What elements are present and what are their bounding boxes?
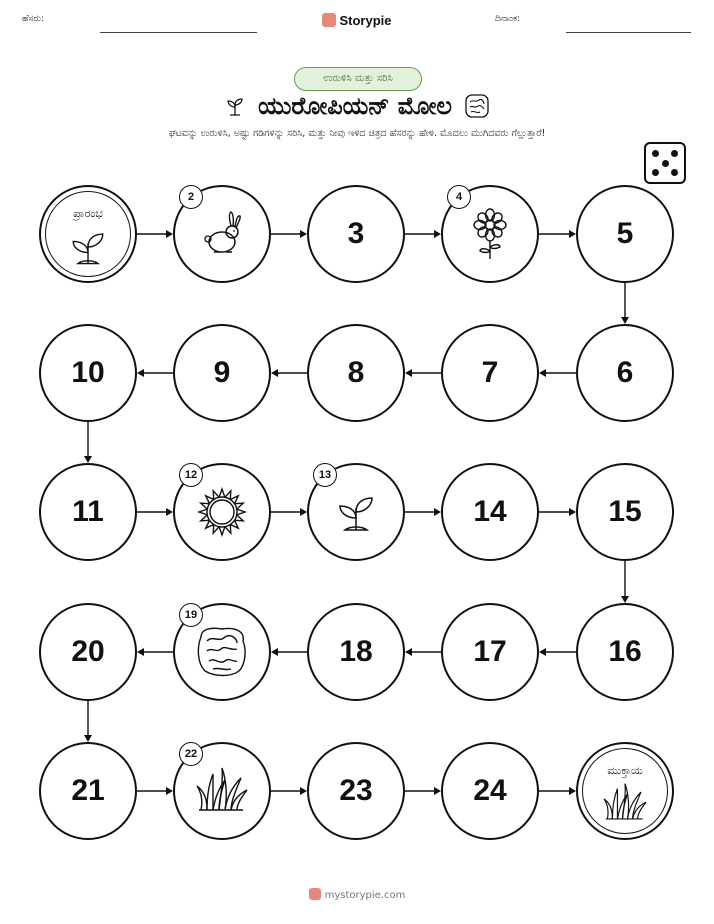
path-arrow [137, 230, 173, 238]
cell-number: 7 [481, 356, 499, 389]
grass-icon [602, 782, 648, 824]
path-arrow [271, 648, 307, 656]
board-cell-9 [173, 324, 271, 422]
path-arrow [137, 787, 173, 795]
cell-number: 9 [213, 356, 231, 389]
board-cell-6 [576, 324, 674, 422]
start-cell [39, 185, 137, 283]
board-cell-15 [576, 463, 674, 561]
instructions: ಘಟವನ್ನು ಉರುಳಿಸಿ, ಅಷ್ಟು ಗಡಿಗಳನ್ನು ಸರಿಸಿ, ಮತ್ತು ನೀವು ಇಳಿದ ಚಿತ್ರದ ಹೆಸರನ್ನು ಹೇಳಿ. ಮೊದಲು ಮುಗಿದವರು ಗೆಲ್ಲುತ್ತಾರೆ! [168, 128, 546, 139]
board-cell-11 [39, 463, 137, 561]
start-label: ಪ್ರಾರಂಭ [73, 207, 103, 220]
board-cell-23 [307, 742, 405, 840]
path-arrow [539, 508, 576, 516]
board-cell-7 [441, 324, 539, 422]
cell-number: 24 [473, 774, 507, 807]
board-cell-8 [307, 324, 405, 422]
cell-number: 16 [608, 635, 642, 668]
sprout-icon [64, 223, 112, 271]
cell-number: 5 [616, 217, 634, 250]
board-cell-10 [39, 324, 137, 422]
cell-number-badge: 13 [313, 463, 337, 487]
board-cell-20 [39, 603, 137, 701]
footer: mystorypie.com [0, 888, 714, 901]
path-arrow [405, 787, 441, 795]
path-arrow [137, 648, 173, 656]
cell-number: 3 [347, 217, 365, 250]
path-arrow [621, 283, 629, 324]
sprout-icon [330, 486, 382, 538]
path-arrow [271, 230, 307, 238]
cell-number: 17 [473, 635, 507, 668]
rabbit-icon [196, 208, 248, 260]
board-cell-12 [173, 463, 271, 561]
board-cell-13 [307, 463, 405, 561]
cell-number: 15 [608, 495, 642, 528]
cell-number: 18 [339, 635, 373, 668]
grass-icon [195, 766, 249, 816]
cell-number: 21 [71, 774, 105, 807]
path-arrow [405, 648, 441, 656]
finish-cell [576, 742, 674, 840]
activity-badge: ಉರುಳಿಸಿ ಮತ್ತು ಸರಿಸಿ [294, 67, 422, 91]
finish-label: ಮುಕ್ತಾಯ [607, 764, 643, 777]
soil-icon [193, 623, 251, 681]
board-cell-22 [173, 742, 271, 840]
board-cell-17 [441, 603, 539, 701]
board-cell-24 [441, 742, 539, 840]
path-arrow [539, 787, 576, 795]
page-title: ಯುರೋಪಿಯನ್ ಮೋಲ [0, 92, 714, 120]
board-cell-14 [441, 463, 539, 561]
path-arrow [621, 561, 629, 603]
path-arrow [539, 369, 576, 377]
cell-number: 6 [616, 356, 634, 389]
board-cell-16 [576, 603, 674, 701]
board-cell-19 [173, 603, 271, 701]
path-arrow [405, 508, 441, 516]
path-arrow [539, 648, 576, 656]
board-cell-21 [39, 742, 137, 840]
board-cell-4 [441, 185, 539, 283]
path-arrow [405, 230, 441, 238]
date-label: ದಿನಾಂಕ: [495, 14, 521, 24]
path-arrow [137, 369, 173, 377]
cell-number-badge: 19 [179, 603, 203, 627]
path-arrow [271, 787, 307, 795]
board-cell-5 [576, 185, 674, 283]
cell-number: 8 [347, 356, 365, 389]
path-arrow [271, 369, 307, 377]
path-arrow [271, 508, 307, 516]
cell-number-badge: 22 [179, 742, 203, 766]
cell-number: 10 [71, 356, 105, 389]
cell-number-badge: 2 [179, 185, 203, 209]
cell-number-badge: 12 [179, 463, 203, 487]
board-cell-3 [307, 185, 405, 283]
path-arrow [539, 230, 576, 238]
path-arrow [84, 422, 92, 463]
board-cell-2 [173, 185, 271, 283]
path-arrow [405, 369, 441, 377]
storypie-logo-icon [309, 888, 321, 900]
cell-number: 23 [339, 774, 373, 807]
path-arrow [137, 508, 173, 516]
brand: Storypie [0, 13, 714, 28]
name-label: ಹೆಸರು: [22, 14, 45, 24]
cell-number: 20 [71, 635, 105, 668]
sun-icon [196, 486, 248, 538]
board-cell-18 [307, 603, 405, 701]
path-arrow [84, 701, 92, 742]
cell-number: 11 [72, 495, 104, 528]
cell-number: 14 [473, 495, 507, 528]
flower-icon [464, 207, 516, 261]
cell-number-badge: 4 [447, 185, 471, 209]
